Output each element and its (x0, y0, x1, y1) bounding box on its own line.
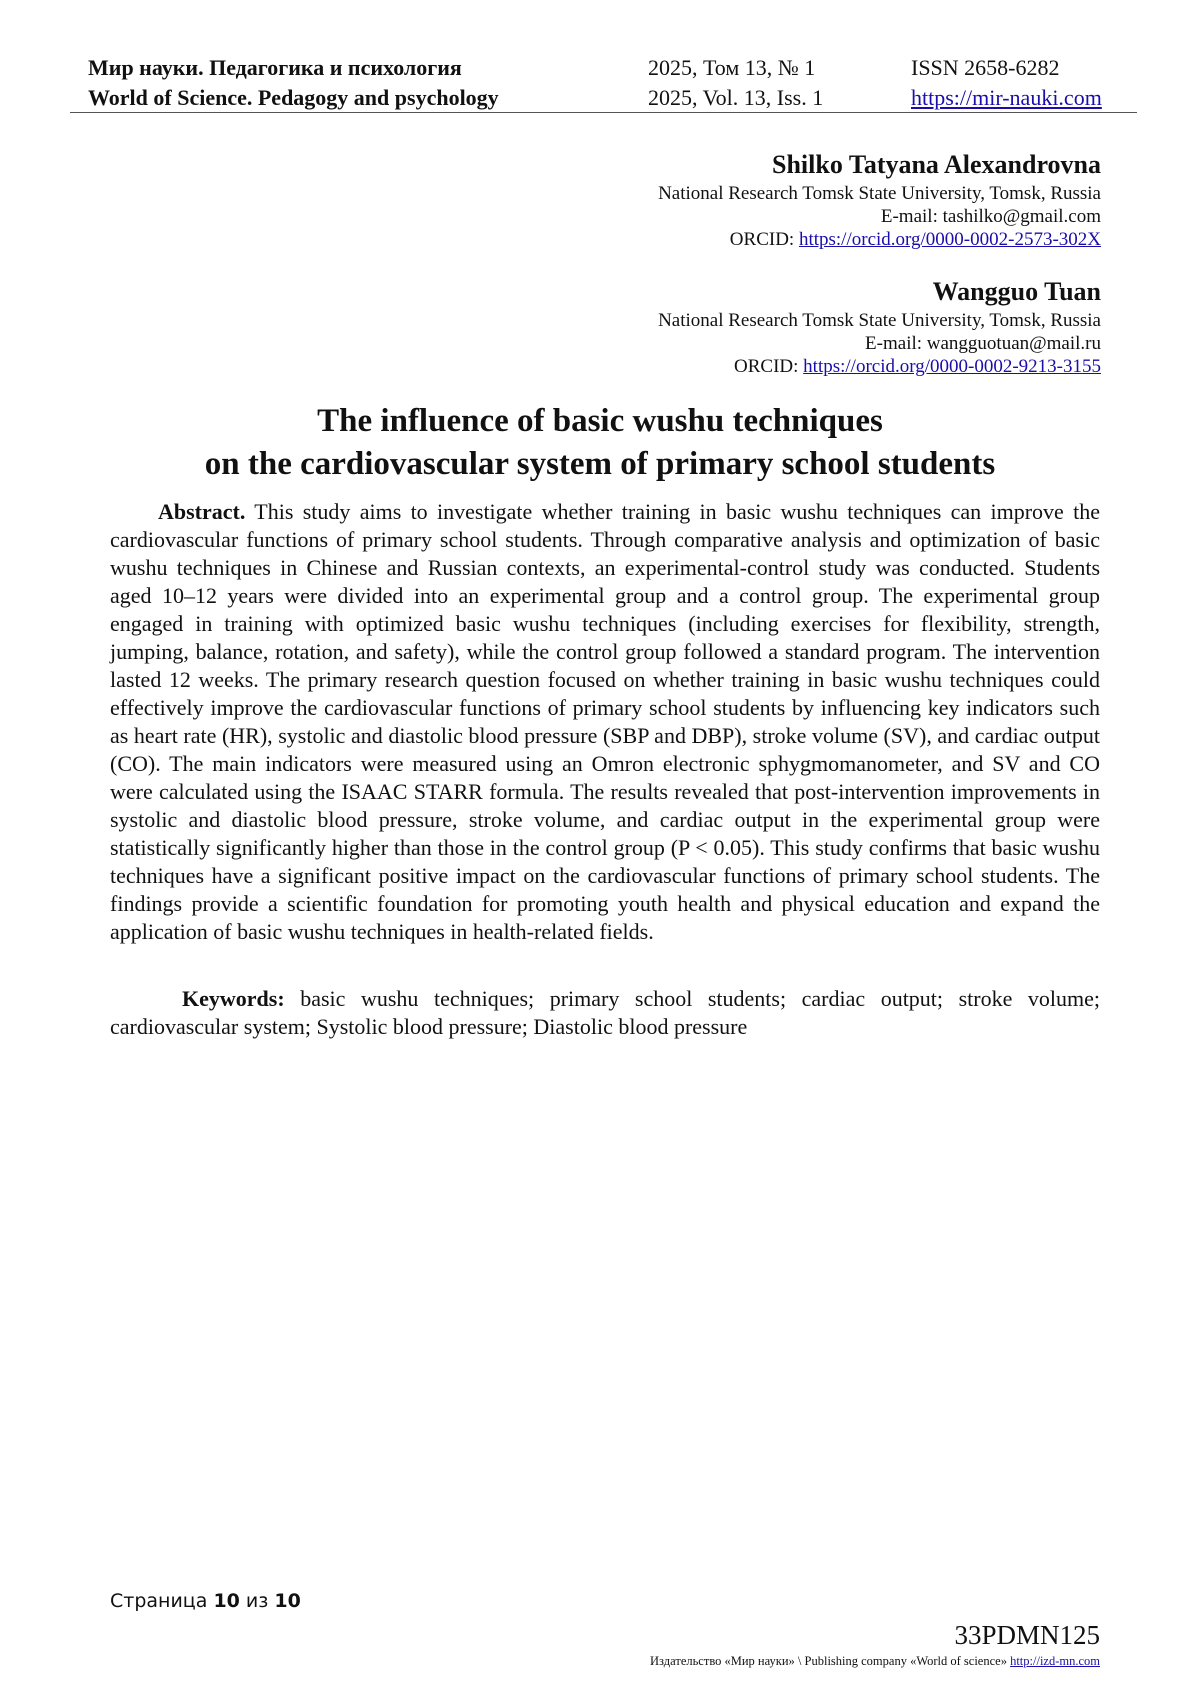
orcid-link[interactable]: https://orcid.org/0000-0002-2573-302X (798, 229, 1101, 250)
author-orcid (401, 228, 1101, 251)
author-affiliation: National Research Tomsk State University, Tomsk, Russia (658, 183, 1101, 204)
issue-info-en: 2025, Vol. 13, Iss. 1 (648, 85, 824, 110)
journal-title-en: World of Science. Pedagogy and psychology (88, 85, 499, 110)
page-prefix: Страница (110, 1590, 214, 1612)
orcid-label: ORCID: (734, 356, 804, 377)
author-email: E-mail: wangguotuan@mail.ru (865, 333, 1101, 354)
header-row-en (88, 83, 1120, 113)
orcid-label: ORCID: (729, 229, 799, 250)
issue-info-ru: 2025, Том 13, № 1 (648, 55, 816, 80)
publisher-line (650, 1654, 1100, 1669)
page-current: 10 (213, 1590, 240, 1612)
page-mid: из (239, 1590, 275, 1612)
abstract-label: Abstract. (158, 499, 246, 524)
paper-title-line-1: The influence of basic wushu techniques (317, 403, 883, 439)
author-block (401, 148, 1101, 251)
issn: ISSN 2658-6282 (911, 55, 1060, 80)
journal-url-link[interactable]: https://mir-nauki.com (911, 85, 1102, 110)
publisher-text: Издательство «Мир науки» \ Publishing company «World of science» (650, 1654, 1011, 1668)
publisher-link[interactable]: http://izd-mn.com (1010, 1654, 1100, 1668)
author-affiliation: National Research Tomsk State University, Tomsk, Russia (658, 310, 1101, 331)
author-email: E-mail: tashilko@gmail.com (880, 206, 1101, 227)
paper-title-line-2: on the cardiovascular system of primary school students (204, 446, 996, 482)
article-code: 33PDMN125 (954, 1620, 1100, 1650)
paper-title (100, 400, 1100, 486)
keywords (110, 985, 1100, 1041)
orcid-link[interactable]: https://orcid.org/0000-0002-9213-3155 (803, 356, 1101, 377)
keywords-label: Keywords: (182, 986, 285, 1011)
abstract-text: This study aims to investigate whether training in basic wushu techniques can improve the cardiovascular functions of primary school students. Through comparative analysis and optimization of basic wushu techniques in Chinese and Russian contexts, an experimental-control study was conducted. Students aged 10–12 years were divided into an experimental group and a control group. The experimental group engaged in training with optimized basic wushu techniques (including exercises for flexibility, strength, jumping, balance, rotation, and safety), while the control group followed a standard program. The intervention lasted 12 weeks. The primary research question focused on whether training in basic wushu techniques could effectively improve the cardiovascular functions of primary school students by influencing key indicators such as heart rate (HR), systolic and diastolic blood pressure (SBP and DBP), stroke volume (SV), and cardiac output (CO). The main indicators were measured using an Omron electronic sphygmomanometer, and SV and CO were calculated using the ISAAC STARR formula. The results revealed that post-intervention improvements in systolic and diastolic blood pressure, stroke volume, and cardiac output in the experimental group were statistically significantly higher than those in the control group (P < 0.05). This study confirms that basic wushu techniques have a significant positive impact on the cardiovascular functions of primary school students. The findings provide a scientific foundation for promoting youth health and physical education and expand the application of basic wushu techniques in health-related fields. (110, 499, 1100, 944)
keywords-text: basic wushu techniques; primary school students; cardiac output; stroke volume; cardiovascular system; Systolic blood pressure; Diastolic blood pressure (110, 986, 1100, 1039)
journal-title-ru: Мир науки. Педагогика и психология (88, 55, 462, 80)
abstract (110, 498, 1100, 946)
page-total: 10 (274, 1590, 301, 1612)
author-orcid (401, 355, 1101, 378)
journal-header (88, 53, 1120, 113)
header-divider (70, 112, 1137, 113)
page-counter (110, 1590, 301, 1612)
header-row-ru (88, 53, 1120, 83)
author-block (401, 275, 1101, 378)
author-name: Wangguo Tuan (932, 277, 1101, 306)
author-name: Shilko Tatyana Alexandrovna (772, 150, 1101, 179)
